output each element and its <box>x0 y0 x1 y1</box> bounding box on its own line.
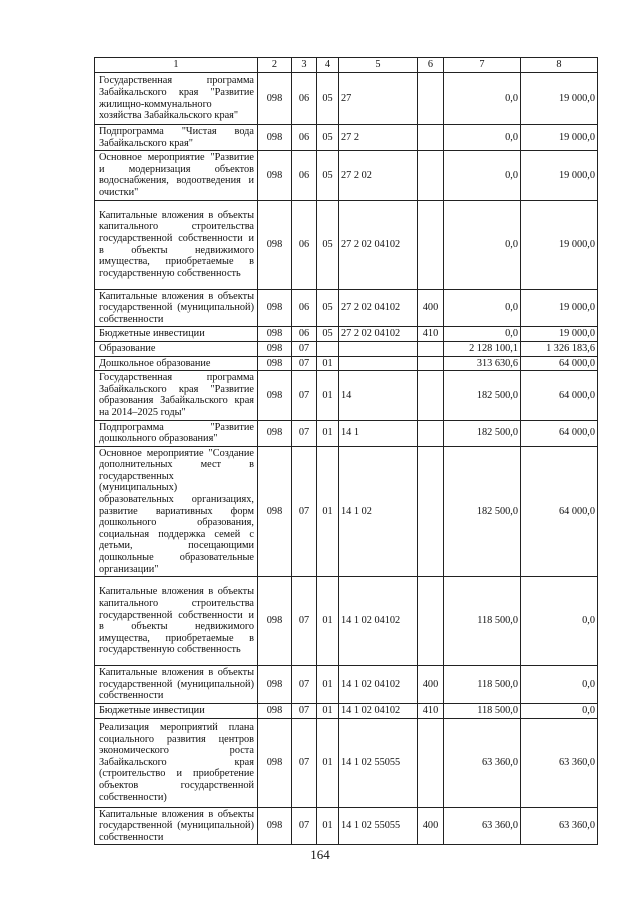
table-row <box>95 125 598 151</box>
row-section-code: 07 <box>292 718 317 807</box>
header-cell-3: 3 <box>292 58 317 73</box>
row-subsection-code: 01 <box>317 718 339 807</box>
table-row <box>95 200 598 289</box>
row-expense-type: 400 <box>418 289 444 327</box>
row-amount-2: 19 000,0 <box>521 125 598 151</box>
header-cell-1: 1 <box>95 58 258 73</box>
row-amount-1: 118 500,0 <box>444 577 521 666</box>
row-name: Бюджетные инвестиции <box>95 704 258 719</box>
row-subsection-code: 05 <box>317 289 339 327</box>
row-target-article: 27 2 02 04102 <box>339 200 418 289</box>
table-row <box>95 73 598 125</box>
row-expense-type <box>418 341 444 356</box>
row-section-code: 06 <box>292 125 317 151</box>
row-ministry-code: 098 <box>258 125 292 151</box>
row-subsection-code: 05 <box>317 125 339 151</box>
row-name: Подпрограмма "Чистая вода Забайкальского края" <box>95 125 258 151</box>
row-ministry-code: 098 <box>258 704 292 719</box>
row-ministry-code: 098 <box>258 289 292 327</box>
row-expense-type <box>418 446 444 577</box>
table-row <box>95 289 598 327</box>
row-ministry-code: 098 <box>258 341 292 356</box>
row-section-code: 06 <box>292 327 317 342</box>
row-section-code: 07 <box>292 446 317 577</box>
row-amount-1: 182 500,0 <box>444 371 521 420</box>
row-amount-1: 182 500,0 <box>444 420 521 446</box>
row-section-code: 06 <box>292 73 317 125</box>
row-target-article: 14 1 02 <box>339 446 418 577</box>
row-amount-2: 64 000,0 <box>521 420 598 446</box>
table-body <box>95 58 598 845</box>
row-amount-1: 182 500,0 <box>444 446 521 577</box>
row-expense-type <box>418 577 444 666</box>
row-name: Государственная программа Забайкальского края "Развитие образования Забайкальского края на 2014–2025 годы" <box>95 371 258 420</box>
header-cell-5: 5 <box>339 58 418 73</box>
row-ministry-code: 098 <box>258 666 292 704</box>
row-expense-type <box>418 356 444 371</box>
row-target-article <box>339 341 418 356</box>
row-ministry-code: 098 <box>258 420 292 446</box>
row-target-article: 14 1 02 55055 <box>339 718 418 807</box>
row-target-article: 27 2 <box>339 125 418 151</box>
table-row <box>95 577 598 666</box>
row-name: Образование <box>95 341 258 356</box>
row-section-code: 07 <box>292 371 317 420</box>
row-subsection-code: 05 <box>317 151 339 200</box>
row-target-article: 14 1 <box>339 420 418 446</box>
row-amount-2: 63 360,0 <box>521 718 598 807</box>
header-cell-8: 8 <box>521 58 598 73</box>
row-name: Капитальные вложения в объекты государственной (муниципальной) собственности <box>95 666 258 704</box>
row-amount-1: 0,0 <box>444 289 521 327</box>
row-subsection-code: 01 <box>317 704 339 719</box>
row-subsection-code: 05 <box>317 73 339 125</box>
row-amount-1: 2 128 100,1 <box>444 341 521 356</box>
row-section-code: 07 <box>292 666 317 704</box>
row-subsection-code: 01 <box>317 356 339 371</box>
row-amount-2: 0,0 <box>521 704 598 719</box>
table-row <box>95 718 598 807</box>
row-section-code: 07 <box>292 341 317 356</box>
row-section-code: 07 <box>292 577 317 666</box>
row-subsection-code: 01 <box>317 577 339 666</box>
row-amount-2: 19 000,0 <box>521 200 598 289</box>
row-ministry-code: 098 <box>258 151 292 200</box>
table-row <box>95 446 598 577</box>
row-expense-type <box>418 125 444 151</box>
row-amount-1: 0,0 <box>444 125 521 151</box>
row-ministry-code: 098 <box>258 73 292 125</box>
row-amount-2: 0,0 <box>521 577 598 666</box>
table-row <box>95 807 598 845</box>
row-amount-1: 0,0 <box>444 73 521 125</box>
row-amount-2: 19 000,0 <box>521 151 598 200</box>
row-ministry-code: 098 <box>258 356 292 371</box>
row-expense-type: 410 <box>418 327 444 342</box>
row-subsection-code: 01 <box>317 807 339 845</box>
row-subsection-code: 01 <box>317 666 339 704</box>
row-amount-1: 0,0 <box>444 327 521 342</box>
row-subsection-code: 05 <box>317 200 339 289</box>
table-row <box>95 341 598 356</box>
row-target-article: 14 1 02 04102 <box>339 704 418 719</box>
row-subsection-code: 05 <box>317 327 339 342</box>
row-expense-type <box>418 371 444 420</box>
row-amount-1: 118 500,0 <box>444 666 521 704</box>
row-name: Капитальные вложения в объекты капитального строительства государственной собственности и в объекты недвижимого имущества, приобретаемые в государственную собственность <box>95 577 258 666</box>
row-ministry-code: 098 <box>258 200 292 289</box>
row-expense-type <box>418 151 444 200</box>
row-target-article: 27 <box>339 73 418 125</box>
page-number: 164 <box>310 847 330 862</box>
row-expense-type: 410 <box>418 704 444 719</box>
budget-table <box>94 57 598 845</box>
row-section-code: 07 <box>292 704 317 719</box>
row-target-article: 14 1 02 55055 <box>339 807 418 845</box>
table-row <box>95 704 598 719</box>
row-name: Капитальные вложения в объекты капитального строительства государственной собственности и в объекты недвижимого имущества, приобретаемые в государственную собственность <box>95 200 258 289</box>
table-row <box>95 327 598 342</box>
row-expense-type <box>418 200 444 289</box>
row-amount-2: 63 360,0 <box>521 807 598 845</box>
row-subsection-code: 01 <box>317 446 339 577</box>
row-ministry-code: 098 <box>258 577 292 666</box>
row-target-article <box>339 356 418 371</box>
row-section-code: 07 <box>292 356 317 371</box>
row-expense-type <box>418 73 444 125</box>
row-expense-type: 400 <box>418 666 444 704</box>
row-amount-2: 64 000,0 <box>521 371 598 420</box>
row-amount-1: 63 360,0 <box>444 718 521 807</box>
row-name: Капитальные вложения в объекты государственной (муниципальной) собственности <box>95 289 258 327</box>
row-amount-1: 313 630,6 <box>444 356 521 371</box>
row-expense-type <box>418 420 444 446</box>
row-amount-2: 19 000,0 <box>521 73 598 125</box>
row-amount-2: 0,0 <box>521 666 598 704</box>
header-cell-6: 6 <box>418 58 444 73</box>
row-name: Реализация мероприятий плана социального развития центров экономического роста Забайкальского края (строительство и приобретение объектов государственной собственности) <box>95 718 258 807</box>
row-ministry-code: 098 <box>258 446 292 577</box>
row-amount-2: 19 000,0 <box>521 327 598 342</box>
row-amount-2: 64 000,0 <box>521 356 598 371</box>
row-target-article: 14 <box>339 371 418 420</box>
row-amount-1: 63 360,0 <box>444 807 521 845</box>
row-section-code: 07 <box>292 807 317 845</box>
table-row <box>95 371 598 420</box>
row-section-code: 06 <box>292 289 317 327</box>
header-cell-7: 7 <box>444 58 521 73</box>
row-section-code: 06 <box>292 200 317 289</box>
row-subsection-code <box>317 341 339 356</box>
row-section-code: 07 <box>292 420 317 446</box>
table-row <box>95 420 598 446</box>
row-subsection-code: 01 <box>317 371 339 420</box>
header-cell-4: 4 <box>317 58 339 73</box>
row-ministry-code: 098 <box>258 327 292 342</box>
row-target-article: 14 1 02 04102 <box>339 666 418 704</box>
row-name: Основное мероприятие "Создание дополнительных мест в государственных (муниципальных) образовательных организациях, развитие вариативных форм дошкольного образования, социальная поддержка семей с детьми, посещающими дошкольные образовательные организации" <box>95 446 258 577</box>
row-amount-1: 0,0 <box>444 200 521 289</box>
row-target-article: 14 1 02 04102 <box>339 577 418 666</box>
row-target-article: 27 2 02 04102 <box>339 289 418 327</box>
row-ministry-code: 098 <box>258 807 292 845</box>
row-name: Дошкольное образование <box>95 356 258 371</box>
row-subsection-code: 01 <box>317 420 339 446</box>
row-amount-1: 118 500,0 <box>444 704 521 719</box>
table-row <box>95 151 598 200</box>
row-amount-2: 1 326 183,6 <box>521 341 598 356</box>
table-row <box>95 356 598 371</box>
table-row <box>95 666 598 704</box>
row-name: Государственная программа Забайкальского края "Развитие жилищно-коммунального хозяйства Забайкальского края" <box>95 73 258 125</box>
row-target-article: 27 2 02 04102 <box>339 327 418 342</box>
row-ministry-code: 098 <box>258 371 292 420</box>
row-amount-2: 19 000,0 <box>521 289 598 327</box>
row-expense-type: 400 <box>418 807 444 845</box>
row-name: Основное мероприятие "Развитие и модернизация объектов водоснабжения, водоотведения и очистки" <box>95 151 258 200</box>
row-name: Капитальные вложения в объекты государственной (муниципальной) собственности <box>95 807 258 845</box>
header-cell-2: 2 <box>258 58 292 73</box>
row-amount-1: 0,0 <box>444 151 521 200</box>
row-target-article: 27 2 02 <box>339 151 418 200</box>
row-section-code: 06 <box>292 151 317 200</box>
row-name: Подпрограмма "Развитие дошкольного образования" <box>95 420 258 446</box>
row-amount-2: 64 000,0 <box>521 446 598 577</box>
row-name: Бюджетные инвестиции <box>95 327 258 342</box>
table-header-row <box>95 58 598 73</box>
row-ministry-code: 098 <box>258 718 292 807</box>
row-expense-type <box>418 718 444 807</box>
